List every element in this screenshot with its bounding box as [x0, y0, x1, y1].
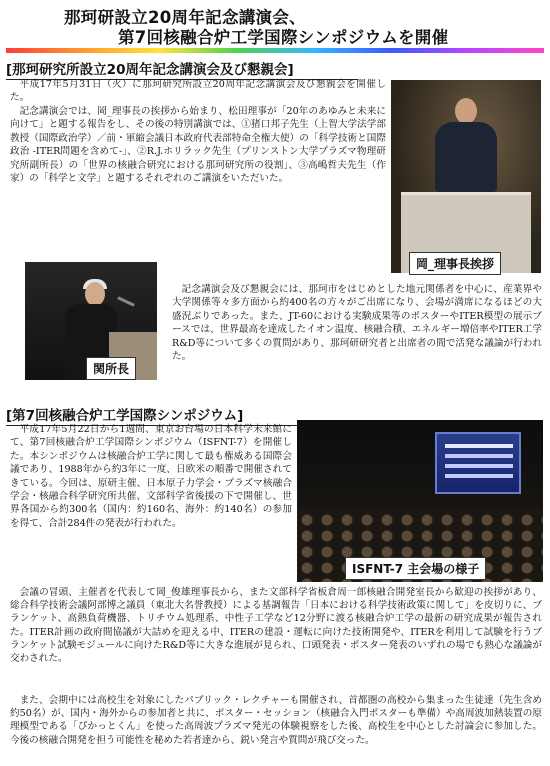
rainbow-divider — [6, 48, 544, 53]
isfnt-public-lecture-paragraph: また、会期中には高校生を対象にしたパブリック・レクチャーも開催され、首都圏の高校から集まった生徒達（先生含め約50名）が、国内・海外からの参加者と共に、ポスター・セッション（核融合入門ポスターも準備）や高周波加熱装置の原理模型である「ぴかっとくん」を使った高周波プラズマ発光の体験視察をした後、高校生を中心とした討論会に参加した。今後の核融合開発を担う可能性を秘めた若者達から、鋭い発言や質問が飛び交った。 — [10, 695, 542, 746]
section-heading-anniversary: [那珂研究所設立20周年記念講演会及び懇親会] — [6, 58, 358, 80]
photo-caption-isfnt: ISFNT-7 主会場の様子 — [345, 557, 486, 580]
isfnt-conference-paragraph: 会議の冒頭、主催者を代表して岡_俊雄理事長から、また文部科学省板倉周一郎核融合開発室長から歓迎の挨拶があり、総合科学技術会議阿部博之議員（東北大名誉教授）による基調報告「日本における科学技術政策に関して」を皮切りに、ブランケット、高熱負荷機器、トリチウム処理系、中性子工学など12分野に渡る核融合炉工学の最新の研究成果が報告された。ITER計画の政府間協議が大詰めを迎える中、ITERの建設・運転に向けた技術開発や、ITERを利用して試験を行うブランケット試験モジュールに向けたR&D等に大きな進展が見られ、口頭発表・ポスター発表のいずれの場でも熱心な議論が交わされた。 — [10, 587, 542, 665]
page-title-line2: 第7回核融合炉工学国際シンポジウムを開催 — [118, 28, 449, 47]
page-title-line1: 那珂研設立20周年記念講演会、 — [64, 8, 306, 27]
anniversary-intro-paragraph: 平成17年5月31日（火）に那珂研究所設立20周年記念講演会及び懇親会を開催した。 — [10, 79, 386, 104]
photo-caption-chairman: 岡_理事長挨拶 — [409, 252, 501, 275]
isfnt-overview-paragraph: 平成17年5月22日から1週間、東京お台場の日本科学未来館にて、第7回核融合炉工学国際シンポジウム（ISFNT-7）を開催した。本シンポジウムは核融合炉工学に関して最も権威ある国際会議であり、1988年から約3年に一度、日欧米の順番で開催されてきている。今回は、原研主催、日本原子力学会・プラズマ核融合学会・核融合科学研究所共催、文部科学省後援の下で開催し、世界各国から約300名（国内：約160名、海外：約140名）の参加を得て、合計284件の発表が行われた。 — [10, 424, 292, 529]
anniversary-reception-paragraph: 記念講演会及び懇親会には、那珂市をはじめとした地元関係者を中心に、産業界や大学関係等々多方面から約400名の方々がご出席になり、会場が満席になるほどの大盛況ぶりであった。また、JT-60における実験成果等のポスターやITER模型の展示ブースでは、世界最高を達成したイオン温度、核融合積、エネルギー増倍率やITER工学R&D等について多くの質問があり、那珂研研究者と出席者の間で活発な議論が行われた。 — [172, 284, 542, 363]
photo-caption-director: 関所長 — [86, 357, 136, 380]
anniversary-lecture-paragraph: 記念講演会では、岡_理事長の挨拶から始まり、松田理事が「20年のあゆみと未来に向けて」と題する報告をし、その後の特別講演では、①猪口邦子先生（上智大学法学部教授（国際政治学）／前・軍縮会議日本政府代表部特命全権大使）の「科学技術と国際政治 -ITER問題を含めて-」、②R.J.ホリラック先生（プリンストン大学プラズマ物理研究所副所長）の「世界の核融合研究における那珂研究所の役割」、③高嶋哲夫先生（作家）の「科学と文学」と題するそれぞれのご講演をいただいた。 — [10, 106, 386, 185]
photo-chairman-speech — [391, 80, 541, 273]
section-heading-isfnt: [第7回核融合炉工学国際シンポジウム] — [6, 404, 300, 426]
